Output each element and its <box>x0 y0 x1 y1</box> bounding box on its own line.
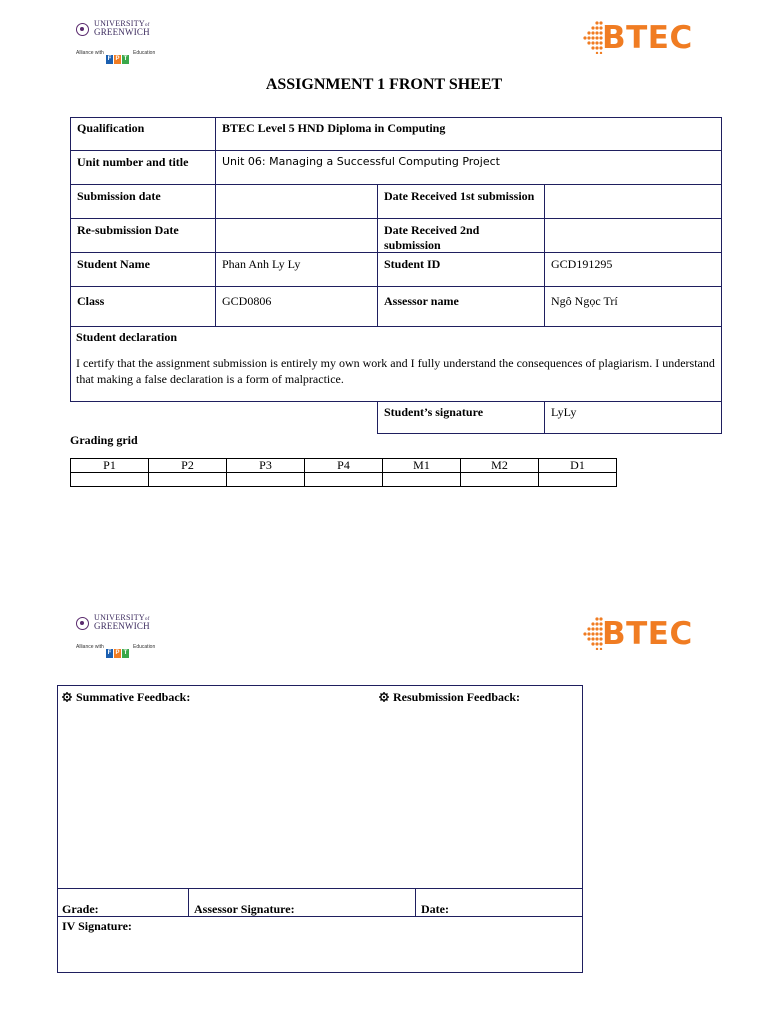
page-title: ASSIGNMENT 1 FRONT SHEET <box>265 76 503 93</box>
university-crest-icon <box>76 617 89 630</box>
student-id-value: GCD191295 <box>544 252 722 287</box>
btec-logo: BTEC <box>582 16 702 62</box>
university-crest-icon <box>76 23 89 36</box>
grade-cell-p1 <box>71 473 149 487</box>
feedback-box <box>57 685 583 973</box>
class-value: GCD0806 <box>215 286 378 327</box>
date-received-1-value <box>544 184 722 219</box>
fpt-logo: F P T <box>107 650 128 656</box>
date-label: Date: <box>421 902 449 916</box>
date-received-2-label: Date Received 2nd submission <box>377 218 545 253</box>
grade-header-d1: D1 <box>539 459 617 473</box>
gear-icon <box>379 692 389 702</box>
university-of-greenwich-logo-2: UNIVERSITYof GREENWICH Alliance with F P T Education <box>76 613 156 656</box>
assessor-name-value: Ngô Ngọc Trí <box>544 286 722 327</box>
date-received-1-label: Date Received 1st submission <box>377 184 545 219</box>
grading-grid-table <box>70 458 617 487</box>
grade-cell-p3 <box>227 473 305 487</box>
grade-header-p4: P4 <box>305 459 383 473</box>
grade-header-m1: M1 <box>383 459 461 473</box>
grading-grid-label: Grading grid <box>70 433 138 447</box>
feedback-divider-vertical-1 <box>188 888 189 917</box>
date-received-2-value <box>544 218 722 253</box>
summative-feedback-label: Summative Feedback: <box>62 690 190 705</box>
assessor-signature-label: Assessor Signature: <box>194 902 295 916</box>
grade-header-p2: P2 <box>149 459 227 473</box>
gear-icon <box>62 692 72 702</box>
feedback-divider-vertical-2 <box>415 888 416 917</box>
university-of-greenwich-logo: UNIVERSITYof GREENWICH Alliance with F P T Education <box>76 19 156 62</box>
resubmission-date-value <box>215 218 378 253</box>
resubmission-date-label: Re-submission Date <box>70 218 216 253</box>
student-name-label: Student Name <box>70 252 216 287</box>
signature-label: Student’s signature <box>377 401 545 434</box>
grade-label: Grade: <box>62 902 99 916</box>
grade-cell-d1 <box>539 473 617 487</box>
grade-cell-p4 <box>305 473 383 487</box>
grade-cell-m1 <box>383 473 461 487</box>
student-id-label: Student ID <box>377 252 545 287</box>
btec-dots-icon <box>582 20 604 54</box>
btec-logo-2: BTEC <box>582 612 702 658</box>
btec-dots-icon <box>582 616 604 650</box>
resubmission-feedback-label: Resubmission Feedback: <box>379 690 520 705</box>
qualification-label: Qualification <box>70 117 216 151</box>
feedback-divider-horizontal-2 <box>57 916 583 917</box>
student-name-value: Phan Anh Ly Ly <box>215 252 378 287</box>
unit-value: Unit 06: Managing a Successful Computing Project <box>215 150 722 185</box>
iv-signature-label: IV Signature: <box>62 919 132 933</box>
grade-header-p3: P3 <box>227 459 305 473</box>
class-label: Class <box>70 286 216 327</box>
declaration-text: I certify that the assignment submission is entirely my own work and I fully understand the consequences of plagiarism. I understand that making a false declaration is a form of malpractice. <box>76 356 715 386</box>
signature-value: LyLy <box>544 401 722 434</box>
grade-cell-p2 <box>149 473 227 487</box>
unit-label: Unit number and title <box>70 150 216 185</box>
grade-header-p1: P1 <box>71 459 149 473</box>
assessor-name-label: Assessor name <box>377 286 545 327</box>
submission-date-label: Submission date <box>70 184 216 219</box>
grade-header-m2: M2 <box>461 459 539 473</box>
fpt-logo: F P T <box>107 56 128 62</box>
submission-date-value <box>215 184 378 219</box>
qualification-value: BTEC Level 5 HND Diploma in Computing <box>215 117 722 151</box>
grade-cell-m2 <box>461 473 539 487</box>
declaration-label: Student declaration <box>76 330 178 344</box>
feedback-divider-horizontal-1 <box>57 888 583 889</box>
